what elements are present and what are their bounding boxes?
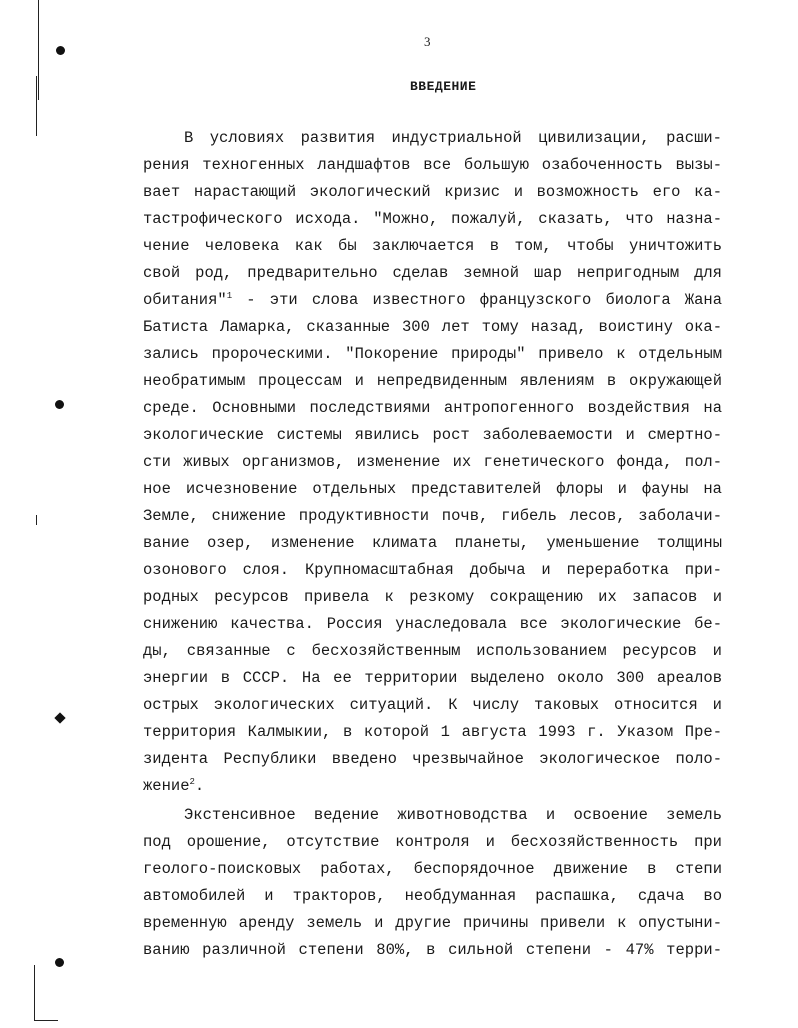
text-line: геолого-поисковых работах, беспорядочное движение в степи: [143, 860, 722, 878]
binder-hole-mark: [54, 712, 65, 723]
binder-hole-mark: [56, 46, 65, 55]
text-line-with-footnote: [143, 776, 204, 796]
page-number: 3: [424, 34, 431, 49]
text-line: сти живых организмов, изменение их генетического фонда, пол-: [143, 453, 722, 471]
text-line: территория Калмыкии, в которой 1 августа 1993 г. Указом Пре-: [143, 723, 722, 741]
text-line: Земле, снижение продуктивности почв, гибель лесов, заболачи-: [143, 507, 722, 525]
text-line: вание озер, изменение климата планеты, уменьшение толщины: [143, 534, 722, 552]
text-line: вает нарастающий экологический кризис и возможность его ка-: [143, 183, 722, 201]
scan-tick-mark: [36, 515, 37, 525]
text-line: ванию различной степени 80%, в сильной степени - 47% терри-: [143, 941, 722, 959]
binder-hole-mark: [55, 400, 64, 409]
text-line: Экстенсивное ведение животноводства и освоение земель: [184, 806, 722, 824]
footnote-ref: 2: [189, 776, 195, 787]
text-fragment: жение: [143, 777, 190, 795]
text-line: зидента Республики введено чрезвычайное экологическое поло-: [143, 750, 722, 768]
text-fragment: - эти слова известного французского биолога Жана: [232, 291, 722, 309]
text-line: острых экологических ситуаций. К числу таковых относится и: [143, 696, 722, 714]
text-line: Батиста Ламарка, сказанные 300 лет тому назад, воистину ока-: [143, 318, 722, 336]
text-line: энергии в СССР. На ее территории выделено около 300 ареалов: [143, 669, 722, 687]
text-line: свой род, предварительно сделав земной шар непригодным для: [143, 264, 722, 282]
text-line: озонового слоя. Крупномасштабная добыча и переработка при-: [143, 561, 722, 579]
text-line: ды, связанные с бесхозяйственным использованием ресурсов и: [143, 642, 722, 660]
text-line: экологические системы явились рост заболеваемости и смертно-: [143, 426, 722, 444]
text-line: снижению качества. Россия унаследовала все экологические бе-: [143, 615, 722, 633]
text-fragment: обитания": [143, 291, 227, 309]
text-line: среде. Основными последствиями антропогенного воздействия на: [143, 399, 722, 417]
binder-hole-mark: [55, 958, 64, 967]
text-fragment: .: [194, 777, 205, 795]
section-heading: ВВЕДЕНИЕ: [410, 79, 477, 94]
text-line: под орошение, отсутствие контроля и бесхозяйственность при: [143, 833, 722, 851]
text-line: временную аренду земель и другие причины привели к опустыни-: [143, 914, 722, 932]
text-line: родных ресурсов привела к резкому сокращению их запасов и: [143, 588, 722, 606]
text-line: чение человека как бы заключается в том, чтобы уничтожить: [143, 237, 722, 255]
text-line: рения техногенных ландшафтов все большую озабоченность вызы-: [143, 156, 722, 174]
text-line: автомобилей и тракторов, необдуманная распашка, сдача во: [143, 887, 722, 905]
scan-edge-line-bottom: [34, 965, 35, 1020]
text-line: зались пророческими. "Покорение природы" привело к отдельным: [143, 345, 722, 363]
text-line: тастрофического исхода. "Можно, пожалуй, сказать, что назна-: [143, 210, 722, 228]
text-line-with-footnote: [143, 290, 722, 310]
text-line: необратимым процессам и непредвиденным явлениям в окружающей: [143, 372, 722, 390]
text-line: ное исчезновение отдельных представителей флоры и фауны на: [143, 480, 722, 498]
scan-edge-line: [38, 0, 39, 100]
footnote-ref: 1: [226, 290, 233, 301]
scan-edge-line-lower: [36, 76, 37, 136]
text-line: В условиях развития индустриальной цивилизации, расши-: [184, 129, 722, 147]
scan-edge-line-bottom-h: [34, 1020, 58, 1021]
